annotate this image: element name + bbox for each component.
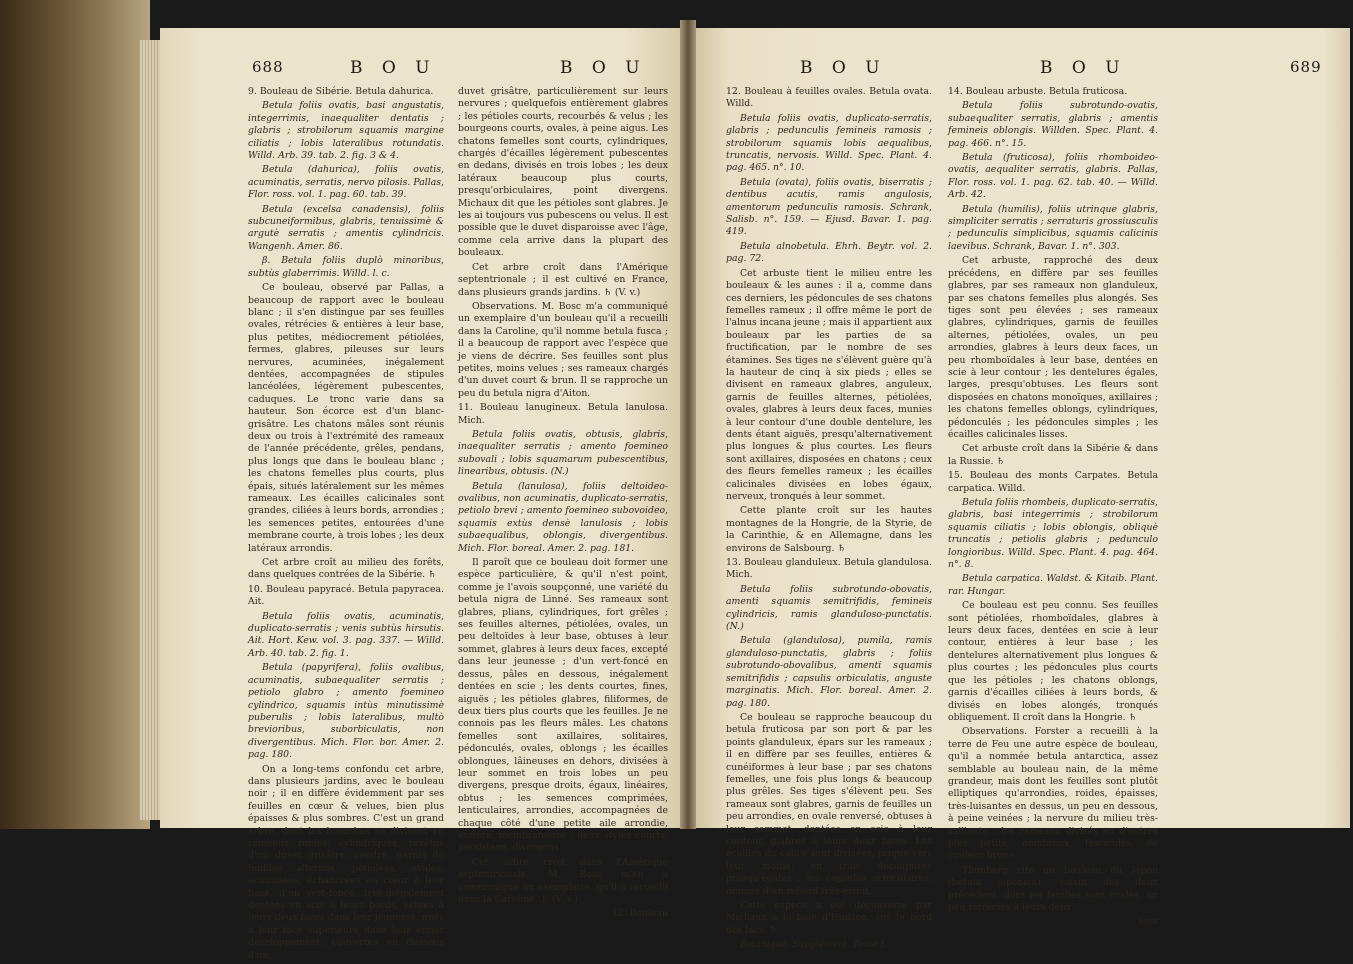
paragraph: 14. Bouleau arbuste. Betula fruticosa. [948,86,1128,97]
paragraph: Cet arbuste croît dans la Sibérie & dans la Russie. ♄ [948,443,1158,467]
left-page [160,28,686,961]
paragraph: Betula foliis ovatis, basi angustatis, integerrimis, inaequaliter dentatis ; glabris ; strobilorum squamis margine ciliatis ; lobis lateralibus rotundatis. Willd. Arb. 39. tab. 2. fig. 3 & 4. [248,100,444,162]
paragraph: On a long-tems confondu cet arbre, dans plusieurs jardins, avec le bouleau noir ; il en diffère évidemment par ses feuilles en cœur & velues, bien plus épaisses & plus sombres. C'est un grand arbre, dont les branches se divisent en rameaux roides, cylindriques, revêtus d'un duvet grisâtre, cendré, garnis de feuilles alternes, pétiolées, ovales, acuminées, échancrées en cœur à leur base, d'un vert-foncé, très-inégalement dentées en scie à leurs bords, velues à leurs deux faces dans leur jeunesse, nues à leur face supérieure dans leur entier développement, couvertes en dessous d'un [248,763,444,961]
paragraph: Cet arbuste, rapproché des deux précédens, en diffère par ses feuilles glabres, par ses rameaux non glanduleux, par ses chatons femelles plus alongés. Ses tiges sont peu élevées ; ses rameaux glabres, cylindriques, garnis de feuilles alternes, pétiolées, ovales, un peu arrondies, glabres à leurs deux faces, un peu rhomboïdales à leur base, dentées en scie à leur contour ; les dentelures égales, larges, presqu'obtuses. Les fleurs sont disposées en chatons monoïques, axillaires ; les chatons femelles oblongs, cylindriques, pédonculés ; les pédoncules simples ; les écailles calicinales lisses. [948,255,1158,440]
left-column-2 [458,86,668,923]
right-column-1 [726,86,932,954]
catchword: 12. Bouleau [611,908,668,920]
book-edge-left [0,0,150,829]
paragraph: Betula foliis rhombeis, duplicato-serratis, glabris, basi integerrimis ; strobilorum squamis ciliatis ; lobis oblongis, obliquè truncatis ; petiolis glabris ; pedunculo longioribus. Willd. Spec. Plant. 4. pag. 464. n°. 8. [948,497,1158,571]
paragraph: Betula foliis subrotundo-obovatis, amenti squamis semitrifidis, femineis cylindricis, ramis glanduloso-punctatis. (N.) [726,583,932,633]
paragraph: Betula (fruticosa), foliis rhomboideo-ovatis, aequaliter serratis, glabris. Pallas, Flor. ross. vol. 1. pag. 62. tab. 40. — Willd. Arb. 42. [948,152,1158,201]
right-column-2 [948,86,1158,931]
paragraph: Betula (glandulosa), pumila, ramis glanduloso-punctatis, glabris ; foliis subrotundo-obovalibus, amenti squamis semitrifidis ; capsulis orbiculatis, anguste marginatis. Mich. Flor. boreal. Amer. 2. pag. 180. [726,635,932,709]
paragraph: 11. Bouleau lanugineux. Betula lanulosa. Mich. [458,402,668,426]
left-column-1 [248,86,444,964]
paragraph: Betula (dahurica), foliis ovatis, acuminatis, serratis, nervo pilosis. Pallas, Flor. ross. vol. 1. pag. 60. tab. 39. [248,164,444,201]
paragraph: Cet arbuste tient le milieu entre les bouleaux & les aunes : il a, comme dans ces derniers, les pédoncules de ses chatons femelles rameux ; il offre même le port de l'alnus incana jeune ; mais il appartient aux bouleaux par les parties de sa fructification, par le nombre de ses étamines. Ses tiges ne s'élèvent guère qu'à la hauteur de cinq à six pieds ; elles se divisent en rameaux glabres, anguleux, garnis de feuilles alternes, pétiolées, ovales, glabres à leurs deux faces, munies à leur contour d'une double dentelure, les dents étant aiguës, presqu'alternativement plus longues & plus courtes. Les fleurs sont axillaires, disposées en chatons ; ceux des fleurs femelles rameux ; les écailles calicinales divisées en lobes égaux, nerveux, tronqués à leur sommet. [726,267,932,502]
right-header-title-a: B O U [800,58,887,78]
left-header-title-a: B O U [350,58,437,78]
paragraph: Cet arbre croît dans l'Amérique septentrionale. M. Bosc m'en a communiqué un exemplaire, qu'il a recueilli dans la Caroline. ♄ (V. s.) [458,856,668,905]
right-header-title-b: B O U [1040,58,1127,78]
paragraph: Ce bouleau est peu connu. Ses feuilles sont pétiolées, rhomboïdales, glabres à leurs deux faces, dentées en scie à leur contour, entières à leur base ; les dentelures alternativement plus longues & plus courtes ; les pédoncules plus courts que les pétioles ; les chatons oblongs, garnis d'écailles ciliées à leurs bords, & divisés en lobes alongés, tronqués obliquement. Il croît dans la Hongrie. ♄ [948,600,1158,723]
right-page-number: 689 [1290,58,1322,76]
left-header-title-b: B O U [560,58,647,78]
left-page-number: 688 [252,58,284,76]
paragraph: Betula (excelsa canadensis), foliis subcuneiformibus, glabris, tenuissimè & argutè serratis ; amentis cylindricis. Wangenh. Amer. 86. [248,203,444,252]
paragraph: Betula alnobetula. Ehrh. Beytr. vol. 2. pag. 72. [726,240,932,265]
paragraph: Betula foliis subrotundo-ovatis, subaequaliter serratis, glabris ; amentis femineis oblongis. Willden. Spec. Plant. 4. pag. 466. n°. 15. [948,100,1158,149]
paragraph: 12. Bouleau à feuilles ovales. Betula ovata. Willd. [726,86,932,110]
paragraph: Betula foliis ovatis, obtusis, glabris, inaequaliter serratis ; amento foemineo subovali ; lobis squamarum pubescentibus, linearibus, obtusis. (N.) [458,428,668,478]
paragraph: 9. Bouleau de Sibérie. Betula dahurica. [248,86,434,97]
footer-signature: Botanique. Supplément. Tome I. [740,940,887,951]
signature-mark: Ssss [1137,916,1158,928]
paragraph: Betula foliis ovatis, duplicato-serratis, glabris ; pedunculis femineis ramosis ; strobilorum squamis lobis aequalibus, truncatis, nervosis. Willd. Spec. Plant. 4. pag. 465. n°. 10. [726,112,932,174]
right-page [690,28,1350,951]
paragraph: Il paroît que ce bouleau doit former une espèce particulière, & qu'il n'est point, comme je l'avois soupçonné, une variété du betula nigra de Linné. Ses rameaux sont glabres, plians, cylindriques, fort grêles ; ses feuilles alternes, pétiolées, ovales, un peu deltoïdes à leur base, obtuses à leur sommet, glabres à leurs deux faces, excepté dans leur jeunesse ; d'un vert-foncé en dessus, pâles en dessous, inégalement dentées en scie ; les dents courtes, fines, aiguës ; les pétioles glabres, filiformes, de deux tiers plus courts que les feuilles. Je ne connois pas les fleurs mâles. Les chatons femelles sont axillaires, solitaires, pédonculés, ovales, oblongs ; les écailles oblongues, lâineuses en dehors, divisées à leur sommet en trois lobes un peu divergens, presque droits, égaux, linéaires, obtus ; les semences comprimées, lenticulaires, arrondies, accompagnées de chaque côté d'une petite aile arrondie, entière, membraneuse ; deux styles courts, persistans, divergens. [458,557,668,854]
paragraph: Cet arbre croît au milieu des forêts, dans quelques contrées de la Sibérie. ♄ [248,557,444,581]
paragraph: Betula carpatica. Waldst. & Kitaib. Plant. rar. Hungar. [948,573,1158,597]
paragraph: Betula (humilis), foliis utrinque glabris, simpliciter serratis ; serraturis grossiusculis ; pedunculis simplicibus, squamis calicinis laevibus. Schrank, Bavar. 1. n°. 303. [948,203,1158,252]
paragraph: Observations. M. Bosc m'a communiqué un exemplaire d'un bouleau qu'il a recueilli dans la Caroline, qu'il nomme betula fusca ; il a beaucoup de rapport avec l'espèce que je viens de décrire. Ses feuilles sont plus petites, moins velues ; ses rameaux chargés d'un duvet court & brun. Il se rapproche un peu du betula nigra d'Aiton. [458,300,668,399]
paragraph: 10. Bouleau papyracé. Betula papyracea. Ait. [248,583,444,608]
page-stack-edge [140,40,162,820]
paragraph: Thunberg cite un bouleau du Japon (betula japonica), voisin des deux précédens, dont les feuilles sont ovales, un peu rétrécies à leurs deux [948,864,1158,913]
paragraph: duvet grisâtre, particulièrement sur leurs nervures ; quelquefois entièrement glabres ; les pétioles courts, recourbés & velus ; les bourgeons courts, ovales, à peine aigus. Les chatons femelles sont courts, cylindriques, chargés d'écailles légèrement pubescentes en dedans, divisés en trois lobes ; les deux latéraux beaucoup plus courts, presqu'orbiculaires, point divergens. Michaux dit que les pétioles sont glabres. Je les ai toujours vus pubescens ou velus. Il est possible que le duvet disparoisse avec l'âge, comme cela arrive dans la plupart des bouleaux. [458,86,668,259]
paragraph: Betula (papyrifera), foliis ovalibus, acuminatis, subaequaliter serratis ; petiolo glabro ; amento foemineo cylindrico, squamis intùs minutissimè puberulis ; lobis lateralibus, multò brevioribus, suborbiculatis, non divergentibus. Mich. Flor. bor. Amer. 2. pag. 180. [248,662,444,761]
paragraph: Cette plante croît sur les hautes montagnes de la Hongrie, de la Styrie, de la Carinthie, & en Allemagne, dans les environs de Salsbourg. ♄ [726,505,932,554]
paragraph: Cette espèce a été découverte par Michaux à la baie d'Hudson, sur le bord des lacs. ♄ [726,900,932,936]
paragraph: Betula (ovata), foliis ovatis, biserratis ; dentibus acutis, ramis angulosis, amentorum pedunculis ramosis. Schrank, Salisb. n°. 159. — Ejusd. Bavar. 1. pag. 419. [726,176,932,238]
paragraph: 13. Bouleau glanduleux. Betula glandulosa. Mich. [726,557,932,581]
paragraph: Observations. Forster a recueilli à la terre de Feu une autre espèce de bouleau, qu'il a nommée betula antarctica, assez semblable au bouleau nain, de la même grandeur, mais dont les feuilles sont plutôt elliptiques qu'arrondies, roides, épaisses, très-luisantes en dessus, un peu en dessous, à peine veinées ; la nervure du milieu très-saillante ; les rameaux divisés en d'autres plus petits, nombreux, fasciculés, de couleur brune. [948,726,1158,862]
paragraph: Betula foliis ovatis, acuminatis, duplicato-serratis ; venis subtùs hirsutis. Ait. Hort. Kew. vol. 3. pag. 337. — Willd. Arb. 40. tab. 2. fig. 1. [248,610,444,659]
paragraph: β. Betula foliis duplò minoribus, subtùs glaberrimis. Willd. l. c. [248,255,444,279]
paragraph: Betula (lanulosa), foliis deltoideo-ovalibus, non acuminatis, duplicato-serratis, petiolo brevi ; amento foemineo subovoideo, squamis extùs densè lanulosis ; lobis subaequalibus, oblongis, divergentibus. Mich. Flor. boreal. Amer. 2. pag. 181. [458,480,668,554]
book-gutter [680,20,696,829]
paragraph: Ce bouleau se rapproche beaucoup du betula fruticosa par son port & par les points glanduleux, épars sur les rameaux ; il en diffère par ses feuilles, entières & cunéiformes à leur base ; par ses chatons femelles, une fois plus longs & beaucoup plus grêles. Ses tiges s'élèvent peu. Ses rameaux sont glabres, garnis de feuilles un peu arrondies, en ovale renversé, obtuses à leur sommet, dentées en scie à leur contour, glabres à leurs deux faces. Les écailles du calice sont divisées, jusque vers leur moitié, en trois découpures presqu'égales ; les capsules orbiculaires, munies d'un rebord très-étroit. [726,711,932,897]
paragraph: Cet arbre croît dans l'Amérique septentrionale ; il est cultivé en France, dans plusieurs grands jardins. ♄ (V. v.) [458,261,668,298]
paragraph: 15. Bouleau des monts Carpates. Betula carpatica. Willd. [948,470,1158,494]
paragraph: Ce bouleau, observé par Pallas, a beaucoup de rapport avec le bouleau blanc ; il s'en distingue par ses feuilles ovales, rétrécies & entières à leur base, plus petites, médiocrement pétiolées, fermes, glabres, pileuses sur leurs nervures, acuminées, inégalement dentées, accompagnées de stipules lancéolées, légèrement pubescentes, caduques. Le tronc varie dans sa hauteur. Son écorce est d'un blanc-grisâtre. Les chatons mâles sont réunis deux ou trois à l'extrémité des rameaux de l'année précédente, grêles, pendans, plus longs que dans le bouleau blanc ; les chatons femelles plus courts, plus épais, situés latéralement sur les mêmes rameaux. Les écailles calicinales sont grandes, ciliées à leurs bords, arrondies ; les semences petites, entourées d'une membrane courte, à trois lobes ; les deux latéraux arrondis. [248,282,444,554]
